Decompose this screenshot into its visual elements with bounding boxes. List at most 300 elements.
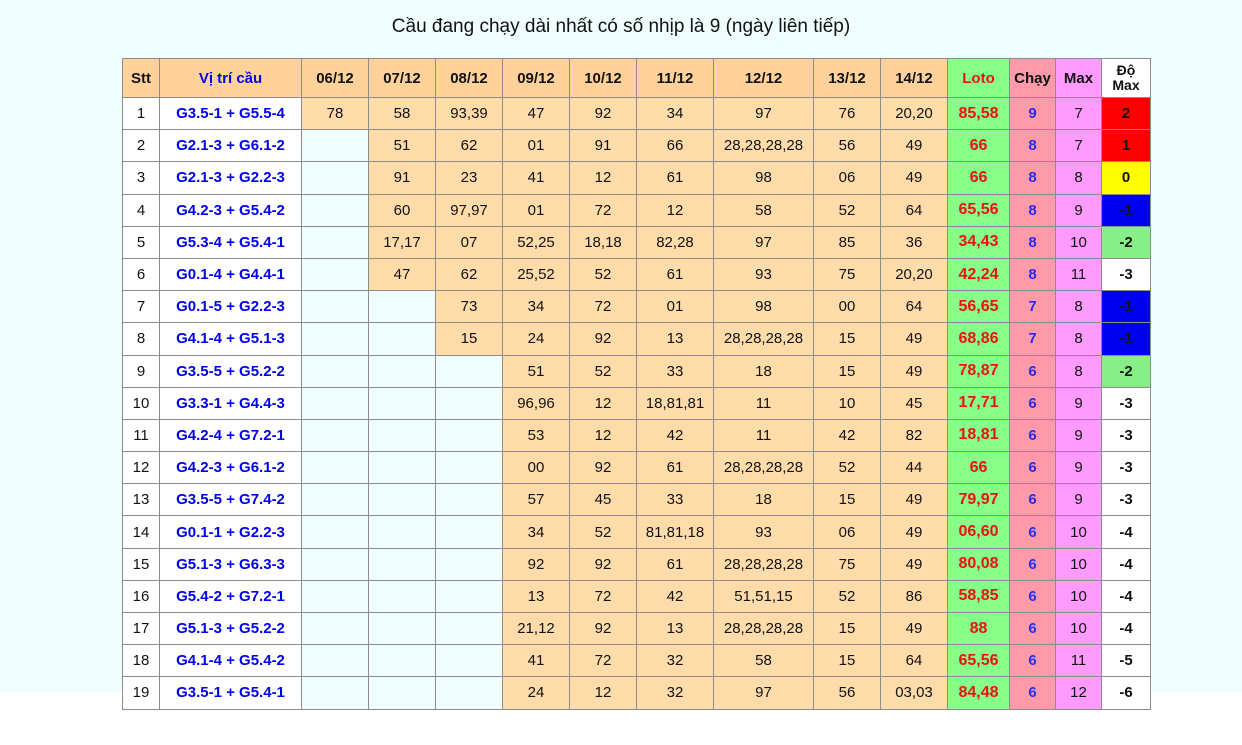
day-cell: 75 — [814, 548, 881, 580]
header-date: 13/12 — [814, 59, 881, 98]
day-cell — [369, 291, 436, 323]
row-stt: 14 — [123, 516, 160, 548]
day-cell: 34 — [503, 516, 570, 548]
day-cell — [302, 516, 369, 548]
day-cell: 64 — [881, 194, 948, 226]
day-cell: 12 — [570, 419, 637, 451]
header-date: 07/12 — [369, 59, 436, 98]
header-date: 08/12 — [436, 59, 503, 98]
loto-cell: 06,60 — [948, 516, 1010, 548]
table-row — [123, 130, 1151, 162]
day-cell: 49 — [881, 484, 948, 516]
table-row — [123, 452, 1151, 484]
max-cell: 9 — [1056, 387, 1102, 419]
row-stt: 12 — [123, 452, 160, 484]
table-row — [123, 291, 1151, 323]
cau-table — [122, 58, 1151, 710]
day-cell: 32 — [637, 677, 714, 709]
day-cell: 45 — [570, 484, 637, 516]
loto-cell: 88 — [948, 613, 1010, 645]
cau-position-link[interactable]: G4.2-4 + G7.2-1 — [160, 419, 302, 451]
day-cell: 97 — [714, 98, 814, 130]
day-cell: 49 — [881, 613, 948, 645]
header-row — [123, 59, 1151, 98]
chay-cell: 8 — [1010, 162, 1056, 194]
max-cell: 9 — [1056, 452, 1102, 484]
day-cell: 12 — [637, 194, 714, 226]
day-cell: 47 — [503, 98, 570, 130]
header-loto: Loto — [948, 59, 1010, 98]
day-cell — [302, 226, 369, 258]
max-cell: 7 — [1056, 98, 1102, 130]
row-stt: 13 — [123, 484, 160, 516]
cau-position-link[interactable]: G5.1-3 + G6.3-3 — [160, 548, 302, 580]
table-row — [123, 548, 1151, 580]
day-cell: 51,51,15 — [714, 580, 814, 612]
day-cell — [302, 613, 369, 645]
day-cell: 28,28,28,28 — [714, 548, 814, 580]
day-cell: 91 — [369, 162, 436, 194]
chay-cell: 7 — [1010, 291, 1056, 323]
day-cell: 56 — [814, 677, 881, 709]
loto-cell: 65,56 — [948, 645, 1010, 677]
day-cell: 92 — [570, 548, 637, 580]
day-cell — [369, 580, 436, 612]
day-cell: 06 — [814, 516, 881, 548]
day-cell — [369, 387, 436, 419]
day-cell: 01 — [503, 194, 570, 226]
day-cell: 15 — [814, 484, 881, 516]
header-date: 14/12 — [881, 59, 948, 98]
day-cell: 00 — [503, 452, 570, 484]
chay-cell: 6 — [1010, 548, 1056, 580]
domax-cell: -4 — [1102, 516, 1151, 548]
day-cell: 64 — [881, 291, 948, 323]
day-cell: 18 — [714, 484, 814, 516]
day-cell: 28,28,28,28 — [714, 613, 814, 645]
day-cell — [302, 162, 369, 194]
domax-cell: -4 — [1102, 580, 1151, 612]
day-cell: 72 — [570, 291, 637, 323]
day-cell: 60 — [369, 194, 436, 226]
day-cell: 56 — [814, 130, 881, 162]
day-cell: 34 — [637, 98, 714, 130]
cau-position-link[interactable]: G3.5-1 + G5.4-1 — [160, 677, 302, 709]
day-cell — [436, 516, 503, 548]
day-cell — [436, 645, 503, 677]
day-cell: 07 — [436, 226, 503, 258]
day-cell: 75 — [814, 258, 881, 290]
day-cell: 45 — [881, 387, 948, 419]
day-cell: 52 — [814, 580, 881, 612]
domax-cell: -3 — [1102, 484, 1151, 516]
day-cell: 20,20 — [881, 98, 948, 130]
day-cell: 18,18 — [570, 226, 637, 258]
table-row — [123, 226, 1151, 258]
day-cell: 49 — [881, 516, 948, 548]
day-cell — [369, 484, 436, 516]
domax-cell: -3 — [1102, 387, 1151, 419]
day-cell: 73 — [436, 291, 503, 323]
row-stt: 18 — [123, 645, 160, 677]
day-cell: 92 — [570, 452, 637, 484]
day-cell: 85 — [814, 226, 881, 258]
loto-cell: 78,87 — [948, 355, 1010, 387]
max-cell: 10 — [1056, 613, 1102, 645]
day-cell: 15 — [814, 613, 881, 645]
day-cell: 13 — [637, 323, 714, 355]
max-cell: 9 — [1056, 484, 1102, 516]
day-cell — [369, 516, 436, 548]
domax-cell: -3 — [1102, 419, 1151, 451]
day-cell: 93,39 — [436, 98, 503, 130]
header-date: 11/12 — [637, 59, 714, 98]
row-stt: 19 — [123, 677, 160, 709]
loto-cell: 79,97 — [948, 484, 1010, 516]
domax-cell: -1 — [1102, 194, 1151, 226]
day-cell: 42 — [814, 419, 881, 451]
day-cell: 41 — [503, 162, 570, 194]
table-body — [123, 98, 1151, 710]
day-cell: 28,28,28,28 — [714, 323, 814, 355]
cau-position-link[interactable]: G3.5-1 + G5.5-4 — [160, 98, 302, 130]
header-max: Max — [1056, 59, 1102, 98]
loto-cell: 66 — [948, 130, 1010, 162]
cau-position-link[interactable]: G5.3-4 + G5.4-1 — [160, 226, 302, 258]
row-stt: 6 — [123, 258, 160, 290]
day-cell — [302, 580, 369, 612]
day-cell: 47 — [369, 258, 436, 290]
domax-cell: -4 — [1102, 613, 1151, 645]
day-cell: 49 — [881, 323, 948, 355]
domax-cell: 0 — [1102, 162, 1151, 194]
day-cell: 78 — [302, 98, 369, 130]
day-cell: 49 — [881, 355, 948, 387]
header-date: 06/12 — [302, 59, 369, 98]
cau-position-link[interactable]: G0.1-1 + G2.2-3 — [160, 516, 302, 548]
day-cell: 92 — [570, 323, 637, 355]
loto-cell: 18,81 — [948, 419, 1010, 451]
day-cell: 62 — [436, 130, 503, 162]
day-cell — [436, 387, 503, 419]
table-row — [123, 258, 1151, 290]
cau-position-link[interactable]: G4.2-3 + G6.1-2 — [160, 452, 302, 484]
max-cell: 10 — [1056, 548, 1102, 580]
day-cell: 06 — [814, 162, 881, 194]
day-cell: 18,81,81 — [637, 387, 714, 419]
loto-cell: 66 — [948, 162, 1010, 194]
day-cell: 97 — [714, 226, 814, 258]
day-cell: 82,28 — [637, 226, 714, 258]
domax-cell: 2 — [1102, 98, 1151, 130]
table-row — [123, 677, 1151, 709]
row-stt: 11 — [123, 419, 160, 451]
day-cell: 86 — [881, 580, 948, 612]
day-cell: 21,12 — [503, 613, 570, 645]
day-cell: 76 — [814, 98, 881, 130]
table-row — [123, 419, 1151, 451]
domax-cell: -2 — [1102, 226, 1151, 258]
loto-cell: 17,71 — [948, 387, 1010, 419]
max-cell: 10 — [1056, 516, 1102, 548]
header-date: 10/12 — [570, 59, 637, 98]
chay-cell: 6 — [1010, 484, 1056, 516]
domax-cell: -5 — [1102, 645, 1151, 677]
loto-cell: 42,24 — [948, 258, 1010, 290]
day-cell — [302, 452, 369, 484]
cau-position-link[interactable]: G5.4-2 + G7.2-1 — [160, 580, 302, 612]
loto-cell: 84,48 — [948, 677, 1010, 709]
loto-cell: 56,65 — [948, 291, 1010, 323]
day-cell: 13 — [503, 580, 570, 612]
day-cell: 18 — [714, 355, 814, 387]
chay-cell: 8 — [1010, 226, 1056, 258]
chay-cell: 6 — [1010, 516, 1056, 548]
day-cell: 52,25 — [503, 226, 570, 258]
day-cell — [436, 677, 503, 709]
header-domax-line1: Độ — [1116, 62, 1136, 78]
day-cell: 15 — [436, 323, 503, 355]
day-cell: 93 — [714, 258, 814, 290]
domax-cell: -6 — [1102, 677, 1151, 709]
cau-position-link[interactable]: G0.1-4 + G4.4-1 — [160, 258, 302, 290]
row-stt: 8 — [123, 323, 160, 355]
chay-cell: 6 — [1010, 645, 1056, 677]
day-cell: 25,52 — [503, 258, 570, 290]
max-cell: 8 — [1056, 162, 1102, 194]
header-stt: Stt — [123, 59, 160, 98]
day-cell: 58 — [369, 98, 436, 130]
domax-cell: -4 — [1102, 548, 1151, 580]
max-cell: 11 — [1056, 645, 1102, 677]
day-cell: 15 — [814, 645, 881, 677]
max-cell: 11 — [1056, 258, 1102, 290]
max-cell: 9 — [1056, 194, 1102, 226]
day-cell — [369, 452, 436, 484]
day-cell: 49 — [881, 130, 948, 162]
cau-position-link[interactable]: G5.1-3 + G5.2-2 — [160, 613, 302, 645]
day-cell: 12 — [570, 387, 637, 419]
chay-cell: 9 — [1010, 98, 1056, 130]
day-cell: 52 — [814, 452, 881, 484]
table-row — [123, 98, 1151, 130]
table-row — [123, 484, 1151, 516]
day-cell — [436, 580, 503, 612]
day-cell: 92 — [570, 613, 637, 645]
header-domax-line2: Max — [1112, 77, 1140, 93]
day-cell: 96,96 — [503, 387, 570, 419]
day-cell — [369, 613, 436, 645]
day-cell: 81,81,18 — [637, 516, 714, 548]
cau-position-link[interactable]: G4.1-4 + G5.1-3 — [160, 323, 302, 355]
day-cell: 51 — [503, 355, 570, 387]
chay-cell: 6 — [1010, 613, 1056, 645]
day-cell: 62 — [436, 258, 503, 290]
max-cell: 8 — [1056, 291, 1102, 323]
cau-position-link[interactable]: G4.1-4 + G5.4-2 — [160, 645, 302, 677]
day-cell: 97,97 — [436, 194, 503, 226]
day-cell: 11 — [714, 419, 814, 451]
chay-cell: 7 — [1010, 323, 1056, 355]
day-cell: 33 — [637, 355, 714, 387]
day-cell: 52 — [570, 258, 637, 290]
day-cell: 15 — [814, 323, 881, 355]
loto-cell: 80,08 — [948, 548, 1010, 580]
cau-position-link[interactable]: G3.3-1 + G4.4-3 — [160, 387, 302, 419]
day-cell: 20,20 — [881, 258, 948, 290]
row-stt: 9 — [123, 355, 160, 387]
day-cell: 61 — [637, 162, 714, 194]
table-row — [123, 516, 1151, 548]
day-cell — [302, 645, 369, 677]
day-cell — [369, 419, 436, 451]
cau-position-link[interactable]: G4.2-3 + G5.4-2 — [160, 194, 302, 226]
row-stt: 7 — [123, 291, 160, 323]
day-cell: 98 — [714, 162, 814, 194]
loto-cell: 85,58 — [948, 98, 1010, 130]
day-cell: 13 — [637, 613, 714, 645]
day-cell: 64 — [881, 645, 948, 677]
day-cell — [302, 387, 369, 419]
cau-position-link[interactable]: G3.5-5 + G5.2-2 — [160, 355, 302, 387]
max-cell: 7 — [1056, 130, 1102, 162]
domax-cell: -1 — [1102, 323, 1151, 355]
day-cell: 91 — [570, 130, 637, 162]
domax-cell: -1 — [1102, 291, 1151, 323]
domax-cell: -3 — [1102, 452, 1151, 484]
day-cell — [302, 677, 369, 709]
day-cell — [302, 130, 369, 162]
loto-cell: 65,56 — [948, 194, 1010, 226]
day-cell: 98 — [714, 291, 814, 323]
day-cell: 42 — [637, 419, 714, 451]
row-stt: 17 — [123, 613, 160, 645]
cau-position-link[interactable]: G2.1-3 + G2.2-3 — [160, 162, 302, 194]
day-cell: 97 — [714, 677, 814, 709]
header-date: 09/12 — [503, 59, 570, 98]
day-cell: 03,03 — [881, 677, 948, 709]
loto-cell: 58,85 — [948, 580, 1010, 612]
day-cell — [436, 613, 503, 645]
day-cell: 12 — [570, 162, 637, 194]
day-cell — [369, 323, 436, 355]
day-cell: 93 — [714, 516, 814, 548]
day-cell: 72 — [570, 194, 637, 226]
day-cell — [302, 484, 369, 516]
day-cell: 51 — [369, 130, 436, 162]
domax-cell: -2 — [1102, 355, 1151, 387]
day-cell: 28,28,28,28 — [714, 130, 814, 162]
table-row — [123, 162, 1151, 194]
header-chay: Chạy — [1010, 59, 1056, 98]
day-cell: 82 — [881, 419, 948, 451]
day-cell — [369, 548, 436, 580]
day-cell: 49 — [881, 548, 948, 580]
page-title: Cầu đang chạy dài nhất có số nhịp là 9 (ngày liên tiếp) — [391, 16, 851, 37]
day-cell: 17,17 — [369, 226, 436, 258]
row-stt: 2 — [123, 130, 160, 162]
max-cell: 8 — [1056, 355, 1102, 387]
day-cell — [436, 355, 503, 387]
row-stt: 4 — [123, 194, 160, 226]
chay-cell: 6 — [1010, 387, 1056, 419]
chay-cell: 6 — [1010, 677, 1056, 709]
day-cell: 61 — [637, 452, 714, 484]
table-row — [123, 645, 1151, 677]
cau-position-link[interactable]: G2.1-3 + G6.1-2 — [160, 130, 302, 162]
max-cell: 8 — [1056, 323, 1102, 355]
row-stt: 3 — [123, 162, 160, 194]
day-cell — [302, 548, 369, 580]
day-cell: 52 — [570, 516, 637, 548]
table-row — [123, 387, 1151, 419]
row-stt: 1 — [123, 98, 160, 130]
day-cell: 28,28,28,28 — [714, 452, 814, 484]
row-stt: 10 — [123, 387, 160, 419]
chay-cell: 8 — [1010, 258, 1056, 290]
day-cell: 24 — [503, 323, 570, 355]
day-cell: 58 — [714, 194, 814, 226]
table-row — [123, 194, 1151, 226]
max-cell: 12 — [1056, 677, 1102, 709]
day-cell: 92 — [503, 548, 570, 580]
day-cell — [369, 677, 436, 709]
max-cell: 10 — [1056, 226, 1102, 258]
header-domax — [1102, 59, 1151, 98]
max-cell: 9 — [1056, 419, 1102, 451]
day-cell: 66 — [637, 130, 714, 162]
day-cell — [436, 484, 503, 516]
day-cell: 61 — [637, 258, 714, 290]
day-cell: 92 — [570, 98, 637, 130]
day-cell: 01 — [503, 130, 570, 162]
day-cell: 33 — [637, 484, 714, 516]
loto-cell: 66 — [948, 452, 1010, 484]
chay-cell: 8 — [1010, 194, 1056, 226]
header-vitri: Vị trí cầu — [160, 59, 302, 98]
day-cell — [302, 419, 369, 451]
day-cell — [302, 355, 369, 387]
day-cell — [302, 291, 369, 323]
day-cell: 00 — [814, 291, 881, 323]
day-cell — [302, 323, 369, 355]
row-stt: 16 — [123, 580, 160, 612]
domax-cell: -3 — [1102, 258, 1151, 290]
chay-cell: 8 — [1010, 130, 1056, 162]
day-cell: 58 — [714, 645, 814, 677]
day-cell: 23 — [436, 162, 503, 194]
day-cell — [436, 452, 503, 484]
chay-cell: 6 — [1010, 355, 1056, 387]
loto-cell: 68,86 — [948, 323, 1010, 355]
day-cell — [302, 258, 369, 290]
day-cell: 57 — [503, 484, 570, 516]
cau-position-link[interactable]: G3.5-5 + G7.4-2 — [160, 484, 302, 516]
row-stt: 5 — [123, 226, 160, 258]
max-cell: 10 — [1056, 580, 1102, 612]
day-cell: 49 — [881, 162, 948, 194]
day-cell: 53 — [503, 419, 570, 451]
cau-position-link[interactable]: G0.1-5 + G2.2-3 — [160, 291, 302, 323]
day-cell: 72 — [570, 580, 637, 612]
day-cell — [369, 355, 436, 387]
day-cell: 36 — [881, 226, 948, 258]
row-stt: 15 — [123, 548, 160, 580]
day-cell: 52 — [814, 194, 881, 226]
day-cell — [436, 419, 503, 451]
day-cell — [302, 194, 369, 226]
chay-cell: 6 — [1010, 580, 1056, 612]
